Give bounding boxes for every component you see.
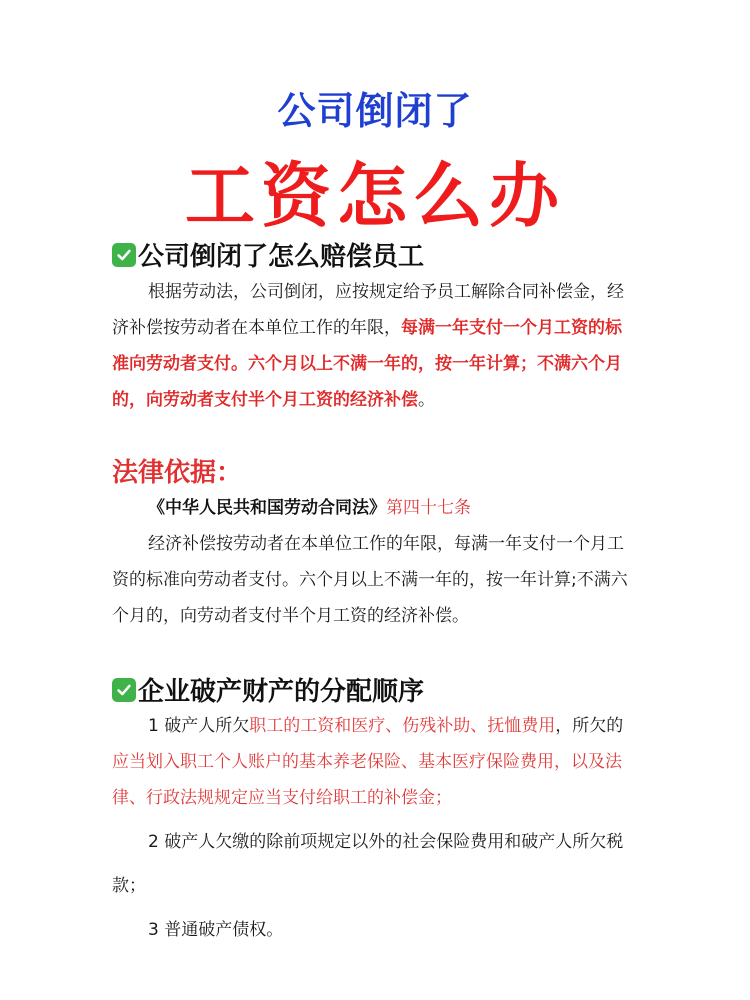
section1-heading-text: 公司倒闭了怎么赔偿员工: [138, 242, 425, 272]
section1-heading: [112, 236, 424, 273]
highlight-text: 准向劳动者支付。六个月以上不满一年的，按一年计算；不满六个月: [112, 354, 622, 374]
law-name: 《中华人民共和国劳动合同法》: [148, 498, 386, 518]
title-line-1: 公司倒闭了: [277, 89, 473, 133]
paragraph-line: 个月的，向劳动者支付半个月工资的经济补偿。: [112, 606, 469, 626]
highlight-text: 的，向劳动者支付半个月工资的经济补偿: [112, 390, 418, 410]
text: ，所欠的: [555, 716, 624, 736]
section2-heading: [112, 671, 424, 708]
paragraph-line: [112, 346, 638, 382]
highlight-text: 职工的工资和医疗、伤残补助、抚恤费用: [249, 716, 556, 736]
order-item-3: 3 普通破产债权。: [148, 920, 284, 940]
paragraph-line: 经济补偿按劳动者在本单位工作的年限，每满一年支付一个月工: [148, 534, 624, 554]
check-mark-icon: [112, 678, 136, 702]
paragraph-line: 应当划入职工个人账户的基本养老保险、基本医疗保险费用，以及法: [112, 752, 622, 772]
highlight-text: 每满一年支付一个月工资的标: [401, 318, 622, 338]
paragraph-line: [112, 310, 638, 346]
order-item-2: 2 破产人欠缴的除前项规定以外的社会保险费用和破产人所欠税: [148, 832, 624, 852]
paragraph-line: [112, 274, 638, 310]
text: 。: [418, 390, 435, 410]
legal-basis-heading: 法律依据：: [112, 458, 243, 488]
section2-paragraph: [112, 708, 638, 948]
paragraph-line: 律、行政法规规定应当支付给职工的补偿金；: [112, 788, 452, 808]
paragraph-line: [112, 382, 638, 418]
order-item-1: [112, 708, 638, 744]
law-article: 第四十七条: [386, 498, 471, 518]
paragraph-line: 资的标准向劳动者支付。六个月以上不满一年的，按一年计算;不满六: [112, 570, 628, 590]
text: 1 破产人所欠: [148, 716, 250, 736]
law-citation: [112, 490, 638, 526]
text: 根据劳动法，公司倒闭，应按规定给予员工解除合同补偿金，经: [148, 282, 624, 302]
legal-basis-paragraph: [112, 490, 638, 634]
section1-paragraph: [112, 274, 638, 418]
check-mark-icon: [112, 243, 136, 267]
text: 济补偿按劳动者在本单位工作的年限，: [112, 318, 401, 338]
paragraph-line: 款；: [112, 876, 146, 896]
section2-heading-text: 企业破产财产的分配顺序: [138, 677, 425, 707]
title-line-2: 工资怎么办: [185, 155, 565, 237]
